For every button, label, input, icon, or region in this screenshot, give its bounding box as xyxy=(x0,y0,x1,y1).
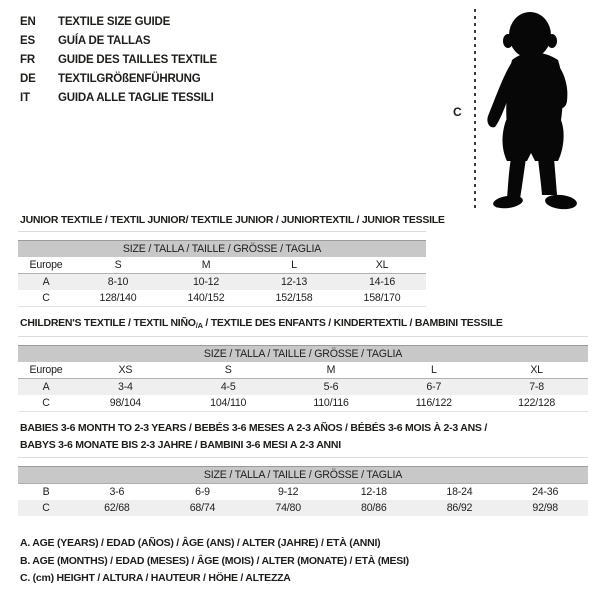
table-cell: 122/128 xyxy=(485,395,588,412)
table-row-age xyxy=(18,274,426,291)
table-cell: 5-6 xyxy=(280,379,383,396)
table-cell: XL xyxy=(485,362,588,379)
footnote-b: B. AGE (MONTHS) / EDAD (MESES) / ÂGE (MOIS) / ALTER (MONATE) / ETÀ (MESI) xyxy=(20,554,409,567)
footnote-c: C. (cm) HEIGHT / ALTURA / HAUTEUR / HÖHE / ALTEZZA xyxy=(20,572,291,584)
table-cell: 6-7 xyxy=(382,379,485,396)
lang-label: GUÍA DE TALLAS xyxy=(58,35,151,47)
table-row-age-months xyxy=(18,484,588,501)
lang-code: IT xyxy=(20,92,30,104)
title-text: CHILDREN'S TEXTILE / TEXTIL NIÑO xyxy=(20,317,196,329)
row-label: C xyxy=(18,395,74,412)
babies-section-title-line1: BABIES 3-6 MONTH TO 2-3 YEARS / BEBÉS 3-6 MESES A 2-3 AÑOS / BÉBÉS 3-6 MOIS À 2-3 ANS / xyxy=(20,422,488,434)
row-label: A xyxy=(18,274,74,291)
table-row-europe xyxy=(18,362,588,379)
row-label: B xyxy=(42,486,50,498)
lang-code: EN xyxy=(20,16,36,28)
table-cell: M xyxy=(162,257,250,274)
lang-row-it xyxy=(20,89,217,108)
table-cell: 152/158 xyxy=(250,290,338,307)
table-cell: 24-36 xyxy=(532,486,559,498)
size-header-label: SIZE / TALLA / TAILLE / GRÖSSE / TAGLIA xyxy=(18,346,588,363)
table-cell: L xyxy=(382,362,485,379)
table-cell: 62/68 xyxy=(74,500,160,516)
footnote-a: A. AGE (YEARS) / EDAD (AÑOS) / ÂGE (ANS) / ALTER (JAHRE) / ETÀ (ANNI) xyxy=(20,537,381,549)
table-cell: 10-12 xyxy=(162,274,250,291)
table-cell: L xyxy=(250,257,338,274)
table-cell: 12-18 xyxy=(360,486,387,498)
table-cell: S xyxy=(74,257,162,274)
table-cell: XL xyxy=(338,257,426,274)
size-header-row xyxy=(18,241,426,258)
divider xyxy=(18,231,426,232)
row-label: C xyxy=(18,500,74,516)
table-cell: 14-16 xyxy=(338,274,426,291)
table-cell: 3-4 xyxy=(74,379,177,396)
table-cell: 86/92 xyxy=(417,500,503,516)
table-cell: 92/98 xyxy=(502,500,588,516)
lang-label: GUIDE DES TAILLES TEXTILE xyxy=(58,54,217,66)
divider xyxy=(18,336,588,337)
lang-code: ES xyxy=(20,35,35,47)
size-header-label: SIZE / TALLA / TAILLE / GRÖSSE / TAGLIA xyxy=(18,241,426,258)
table-cell: 110/116 xyxy=(280,395,383,412)
size-header-row xyxy=(18,346,588,363)
junior-section-title: JUNIOR TEXTILE / TEXTIL JUNIOR/ TEXTILE JUNIOR / JUNIORTEXTIL / JUNIOR TESSILE xyxy=(20,214,445,226)
lang-row-en xyxy=(20,13,217,32)
table-cell: 4-5 xyxy=(177,379,280,396)
babies-section xyxy=(18,420,588,516)
table-cell: S xyxy=(177,362,280,379)
lang-row-fr xyxy=(20,51,217,70)
lang-code: FR xyxy=(20,54,35,66)
table-cell: 80/86 xyxy=(331,500,417,516)
table-row-height xyxy=(18,395,588,412)
table-row-height xyxy=(18,500,588,516)
table-cell: 18-24 xyxy=(446,486,473,498)
table-cell: 104/110 xyxy=(177,395,280,412)
table-cell: 68/74 xyxy=(160,500,246,516)
row-label: C xyxy=(18,290,74,307)
table-cell: 8-10 xyxy=(74,274,162,291)
height-dotted-line xyxy=(474,9,476,211)
children-section xyxy=(18,317,588,412)
height-measure-label: C xyxy=(453,105,462,119)
toddler-silhouette-image xyxy=(481,10,593,210)
table-cell: XS xyxy=(74,362,177,379)
row-label: A xyxy=(18,379,74,396)
table-cell: M xyxy=(280,362,383,379)
children-size-table xyxy=(18,345,588,412)
lang-label: TEXTILE SIZE GUIDE xyxy=(58,16,171,28)
divider xyxy=(18,457,588,458)
table-row-europe xyxy=(18,257,426,274)
table-cell: 3-6 xyxy=(109,486,125,498)
babies-size-table xyxy=(18,466,588,516)
table-cell: 158/170 xyxy=(338,290,426,307)
table-cell: 98/104 xyxy=(74,395,177,412)
junior-section xyxy=(18,214,445,307)
size-header-label: SIZE / TALLA / TAILLE / GRÖSSE / TAGLIA xyxy=(18,467,588,484)
babies-section-title-line2: BABYS 3-6 MONATE BIS 2-3 JAHRE / BAMBINI 3-6 MESI A 2-3 ANNI xyxy=(20,438,341,451)
lang-row-es xyxy=(20,32,217,51)
table-cell: 116/122 xyxy=(382,395,485,412)
title-subscript: /A xyxy=(195,321,203,330)
table-cell: 12-13 xyxy=(250,274,338,291)
row-label: Europe xyxy=(18,257,74,274)
row-label: Europe xyxy=(18,362,74,379)
table-row-height xyxy=(18,290,426,307)
lang-code: DE xyxy=(20,73,36,85)
lang-label: TEXTILGRÖßENFÜHRUNG xyxy=(58,73,201,85)
table-cell: 128/140 xyxy=(74,290,162,307)
lang-row-de xyxy=(20,70,217,89)
lang-label: GUIDA ALLE TAGLIE TESSILI xyxy=(58,92,214,104)
size-header-row xyxy=(18,467,588,484)
language-title-list xyxy=(20,13,217,108)
title-text: / TEXTILE DES ENFANTS / KINDERTEXTIL / BAMBINI TESSILE xyxy=(202,317,503,329)
table-cell: 6-9 xyxy=(195,486,210,498)
table-cell: 140/152 xyxy=(162,290,250,307)
table-cell: 74/80 xyxy=(245,500,331,516)
table-cell: 7-8 xyxy=(485,379,588,396)
table-cell: 9-12 xyxy=(277,486,299,498)
table-row-age xyxy=(18,379,588,396)
footnote-legend xyxy=(20,535,409,588)
children-section-title xyxy=(20,317,588,332)
junior-size-table xyxy=(18,240,426,307)
